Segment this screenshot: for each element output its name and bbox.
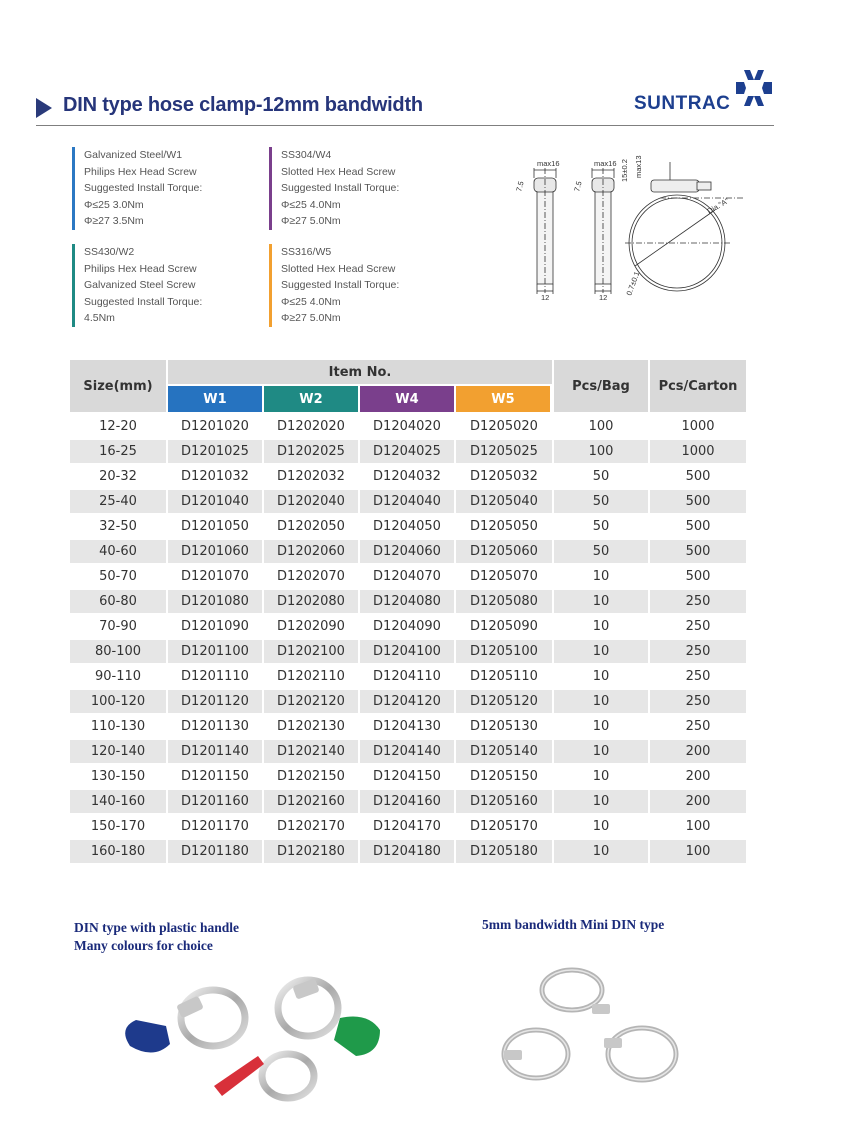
- row-pcs-bag: 10: [554, 740, 648, 763]
- table-row: [70, 414, 746, 439]
- row-item-w4: D1204020: [373, 419, 441, 434]
- spec-w5-torque-small: Φ≤25 4.0Nm: [281, 295, 341, 308]
- spec-w1-screw: Philips Hex Head Screw: [84, 165, 197, 178]
- row-item-w1: D1201150: [181, 769, 249, 784]
- row-item-w1: D1201130: [181, 719, 249, 734]
- page-title: DIN type hose clamp-12mm bandwidth: [63, 94, 423, 116]
- row-pcs-bag: 10: [592, 669, 610, 684]
- row-item-w4: D1204070: [373, 569, 441, 584]
- dim-7-5-a: 7.5: [514, 180, 526, 193]
- row-item-w1: D1201090: [181, 619, 249, 634]
- spec-w4-material: SS304/W4: [281, 149, 332, 161]
- row-size: 120-140: [70, 740, 166, 763]
- spec-w5-screw: Slotted Hex Head Screw: [281, 262, 396, 275]
- row-item-w5: D1205100: [456, 640, 552, 663]
- row-item-w5: D1205080: [456, 590, 552, 613]
- row-item-w2: D1202120: [264, 690, 358, 713]
- row-pcs-bag: 10: [592, 819, 610, 834]
- row-item-w5: D1205040: [456, 490, 552, 513]
- row-pcs-carton: 500: [650, 490, 746, 513]
- row-item-w2: D1202100: [264, 640, 358, 663]
- row-item-w5: D1205070: [470, 569, 538, 584]
- spec-w4-torque-label: Suggested Install Torque:: [281, 182, 400, 194]
- row-pcs-carton: 250: [650, 640, 746, 663]
- table-row: [70, 714, 746, 739]
- row-item-w5: D1205025: [456, 440, 552, 463]
- row-item-w1: D1201080: [168, 590, 262, 613]
- table-row: [70, 589, 746, 614]
- row-item-w5: D1205170: [470, 819, 538, 834]
- row-pcs-bag: 100: [554, 440, 648, 463]
- row-item-w5: D1205090: [470, 619, 538, 634]
- table-row: [70, 614, 746, 639]
- row-item-w1: D1201170: [181, 819, 249, 834]
- table-row: [70, 814, 746, 839]
- table-header: [70, 360, 746, 412]
- row-item-w4: D1204160: [360, 790, 454, 813]
- row-size: 110-130: [90, 719, 146, 734]
- dim-max13: max13: [634, 155, 643, 178]
- mini-din-clamps-photo: [492, 962, 692, 1094]
- spec-w1-material: Galvanized Steel/W1: [84, 149, 183, 161]
- row-pcs-carton: 200: [685, 769, 711, 784]
- dim-width-12-b: 12: [599, 293, 608, 302]
- table-row: [70, 514, 746, 539]
- title-arrow-icon: [36, 98, 52, 118]
- row-item-w2: D1202025: [264, 440, 358, 463]
- row-pcs-bag: 50: [592, 519, 610, 534]
- row-pcs-bag: 10: [554, 590, 648, 613]
- row-size: 32-50: [99, 519, 137, 534]
- row-pcs-carton: 500: [650, 540, 746, 563]
- dim-max16-a: max16: [537, 159, 560, 168]
- caption-plastic-handle-line2: Many colours for choice: [74, 938, 213, 953]
- spec-w2-screw-material: Galvanized Steel Screw: [84, 279, 196, 291]
- row-pcs-bag: 10: [554, 690, 648, 713]
- row-item-w1: D1201120: [168, 690, 262, 713]
- row-pcs-bag: 50: [592, 469, 610, 484]
- row-size: 70-90: [99, 619, 137, 634]
- spec-w5-torque-label: Suggested Install Torque:: [281, 279, 400, 291]
- row-item-w2: D1202140: [264, 740, 358, 763]
- table-row: [70, 689, 746, 714]
- row-item-w4: D1204170: [373, 819, 441, 834]
- row-item-w4: D1204060: [360, 540, 454, 563]
- dim-7-5-b: 7.5: [572, 180, 584, 193]
- row-pcs-carton: 250: [685, 719, 711, 734]
- caption-plastic-handle: [74, 919, 239, 955]
- row-item-w4: D1204040: [360, 490, 454, 513]
- spec-w4-torque-large: Φ≥27 5.0Nm: [281, 215, 341, 227]
- table-row: [70, 639, 746, 664]
- clamp-technical-drawing: [505, 148, 745, 303]
- row-item-w1: D1201032: [181, 469, 249, 484]
- row-size: 40-60: [70, 540, 166, 563]
- row-item-w1: D1201025: [168, 440, 262, 463]
- table-row: [70, 564, 746, 589]
- item-table: [70, 360, 746, 862]
- row-pcs-carton: 500: [685, 569, 711, 584]
- row-item-w1: D1201040: [168, 490, 262, 513]
- row-pcs-carton: 100: [685, 819, 711, 834]
- row-item-w4: D1204090: [373, 619, 441, 634]
- spec-w2-material: SS430/W2: [84, 246, 135, 258]
- row-size: 80-100: [70, 640, 166, 663]
- row-item-w5: D1205060: [456, 540, 552, 563]
- row-pcs-carton: 200: [650, 790, 746, 813]
- row-pcs-bag: 100: [588, 419, 614, 434]
- header-pcs-carton: Pcs/Carton: [650, 360, 746, 412]
- row-item-w5: D1205140: [456, 740, 552, 763]
- header-size: Size(mm): [70, 360, 166, 412]
- row-pcs-carton: 250: [650, 690, 746, 713]
- row-size: 160-180: [70, 840, 166, 863]
- row-item-w2: D1202170: [277, 819, 345, 834]
- spec-w4-screw: Slotted Hex Head Screw: [281, 165, 396, 178]
- row-pcs-bag: 50: [554, 540, 648, 563]
- row-size: 20-32: [99, 469, 137, 484]
- caption-plastic-handle-line1: DIN type with plastic handle: [74, 920, 240, 935]
- header-divider: [36, 125, 774, 126]
- row-item-w4: D1204140: [360, 740, 454, 763]
- table-row: [70, 489, 746, 514]
- row-item-w4: D1204025: [360, 440, 454, 463]
- row-item-w1: D1201140: [168, 740, 262, 763]
- spec-w4-torque-small: Φ≤25 4.0Nm: [281, 198, 341, 211]
- dim-width-12-a: 12: [541, 293, 550, 302]
- spec-w1-torque-small: Φ≤25 3.0Nm: [84, 198, 144, 211]
- brand-name: SUNTRAC: [634, 93, 731, 114]
- header-pcs-bag: Pcs/Bag: [554, 360, 648, 412]
- row-pcs-carton: 250: [685, 669, 711, 684]
- row-item-w4: D1204100: [360, 640, 454, 663]
- row-item-w5: D1205180: [456, 840, 552, 863]
- row-item-w2: D1202050: [277, 519, 345, 534]
- spec-w2-screw: Philips Hex Head Screw: [84, 262, 197, 275]
- spec-w1-torque-large: Φ≥27 3.5Nm: [84, 215, 144, 227]
- table-row: [70, 839, 746, 864]
- header-w5: W5: [456, 386, 550, 412]
- row-item-w1: D1201100: [168, 640, 262, 663]
- table-row: [70, 664, 746, 689]
- row-item-w5: D1205130: [470, 719, 538, 734]
- row-item-w5: D1205120: [456, 690, 552, 713]
- row-pcs-bag: 10: [554, 790, 648, 813]
- row-item-w1: D1201020: [181, 419, 249, 434]
- row-pcs-bag: 50: [554, 490, 648, 513]
- header-item-no: Item No.: [168, 360, 552, 384]
- row-item-w1: D1201110: [181, 669, 249, 684]
- brand-logo: [634, 68, 776, 118]
- row-size: 100-120: [70, 690, 166, 713]
- table-row: [70, 764, 746, 789]
- table-row: [70, 539, 746, 564]
- dim-max16-b: max16: [594, 159, 617, 168]
- row-item-w2: D1202040: [264, 490, 358, 513]
- logo-burst-icon: [734, 68, 774, 108]
- row-item-w4: D1204050: [373, 519, 441, 534]
- row-item-w2: D1202032: [277, 469, 345, 484]
- row-item-w2: D1202160: [264, 790, 358, 813]
- row-pcs-bag: 10: [554, 640, 648, 663]
- row-pcs-carton: 500: [685, 519, 711, 534]
- dim-thickness: 0.7±0.1: [624, 270, 642, 297]
- table-row: [70, 464, 746, 489]
- row-item-w5: D1205160: [456, 790, 552, 813]
- row-pcs-bag: 10: [592, 769, 610, 784]
- row-item-w5: D1205020: [470, 419, 538, 434]
- row-pcs-bag: 10: [592, 719, 610, 734]
- row-item-w1: D1201050: [181, 519, 249, 534]
- row-pcs-bag: 10: [554, 840, 648, 863]
- row-size: 12-20: [99, 419, 137, 434]
- row-pcs-carton: 250: [685, 619, 711, 634]
- row-size: 16-25: [70, 440, 166, 463]
- row-item-w2: D1202110: [277, 669, 345, 684]
- spec-w2-torque-label: Suggested Install Torque:: [84, 295, 203, 308]
- header-w2: W2: [264, 386, 358, 412]
- table-row: [70, 439, 746, 464]
- row-pcs-carton: 100: [650, 840, 746, 863]
- table-row: [70, 789, 746, 814]
- row-item-w4: D1204180: [360, 840, 454, 863]
- row-pcs-carton: 1000: [650, 440, 746, 463]
- spec-w2: [72, 244, 264, 327]
- caption-mini-din: 5mm bandwidth Mini DIN type: [482, 917, 665, 932]
- row-item-w1: D1201070: [181, 569, 249, 584]
- row-item-w2: D1202080: [264, 590, 358, 613]
- row-pcs-carton: 1000: [681, 419, 715, 434]
- spec-w4: [269, 147, 461, 230]
- row-item-w2: D1202130: [277, 719, 345, 734]
- plastic-handle-clamps-photo: [118, 968, 398, 1118]
- dim-15: 15±0.2: [620, 159, 629, 182]
- table-body: [70, 414, 746, 864]
- spec-w1-torque-label: Suggested Install Torque:: [84, 182, 203, 194]
- row-pcs-carton: 200: [650, 740, 746, 763]
- row-pcs-carton: 250: [650, 590, 746, 613]
- row-size: 150-170: [90, 819, 146, 834]
- row-item-w5: D1205032: [470, 469, 538, 484]
- row-pcs-bag: 10: [592, 569, 610, 584]
- header-w4: W4: [360, 386, 454, 412]
- row-item-w4: D1204150: [373, 769, 441, 784]
- row-item-w4: D1204120: [360, 690, 454, 713]
- row-size: 130-150: [90, 769, 146, 784]
- row-item-w4: D1204130: [373, 719, 441, 734]
- row-size: 140-160: [70, 790, 166, 813]
- spec-w2-torque: 4.5Nm: [84, 312, 115, 324]
- row-item-w2: D1202020: [277, 419, 345, 434]
- dim-dia-a: Dia."A": [705, 196, 731, 216]
- header-w1: W1: [168, 386, 262, 412]
- row-item-w5: D1205050: [470, 519, 538, 534]
- spec-w5: [269, 244, 461, 327]
- row-item-w5: D1205110: [470, 669, 538, 684]
- row-item-w1: D1201180: [168, 840, 262, 863]
- row-item-w4: D1204032: [373, 469, 441, 484]
- row-item-w1: D1201160: [168, 790, 262, 813]
- spec-w5-material: SS316/W5: [281, 246, 332, 258]
- row-size: 50-70: [99, 569, 137, 584]
- row-item-w1: D1201060: [168, 540, 262, 563]
- spec-w5-torque-large: Φ≥27 5.0Nm: [281, 312, 341, 324]
- row-size: 60-80: [70, 590, 166, 613]
- spec-w1: [72, 147, 264, 230]
- row-pcs-carton: 500: [685, 469, 711, 484]
- row-item-w2: D1202150: [277, 769, 345, 784]
- row-item-w5: D1205150: [470, 769, 538, 784]
- row-item-w4: D1204080: [360, 590, 454, 613]
- row-size: 25-40: [70, 490, 166, 513]
- row-item-w2: D1202180: [264, 840, 358, 863]
- row-item-w2: D1202090: [277, 619, 345, 634]
- row-pcs-bag: 10: [592, 619, 610, 634]
- row-item-w2: D1202070: [277, 569, 345, 584]
- row-item-w4: D1204110: [373, 669, 441, 684]
- table-row: [70, 739, 746, 764]
- row-item-w2: D1202060: [264, 540, 358, 563]
- row-size: 90-110: [94, 669, 142, 684]
